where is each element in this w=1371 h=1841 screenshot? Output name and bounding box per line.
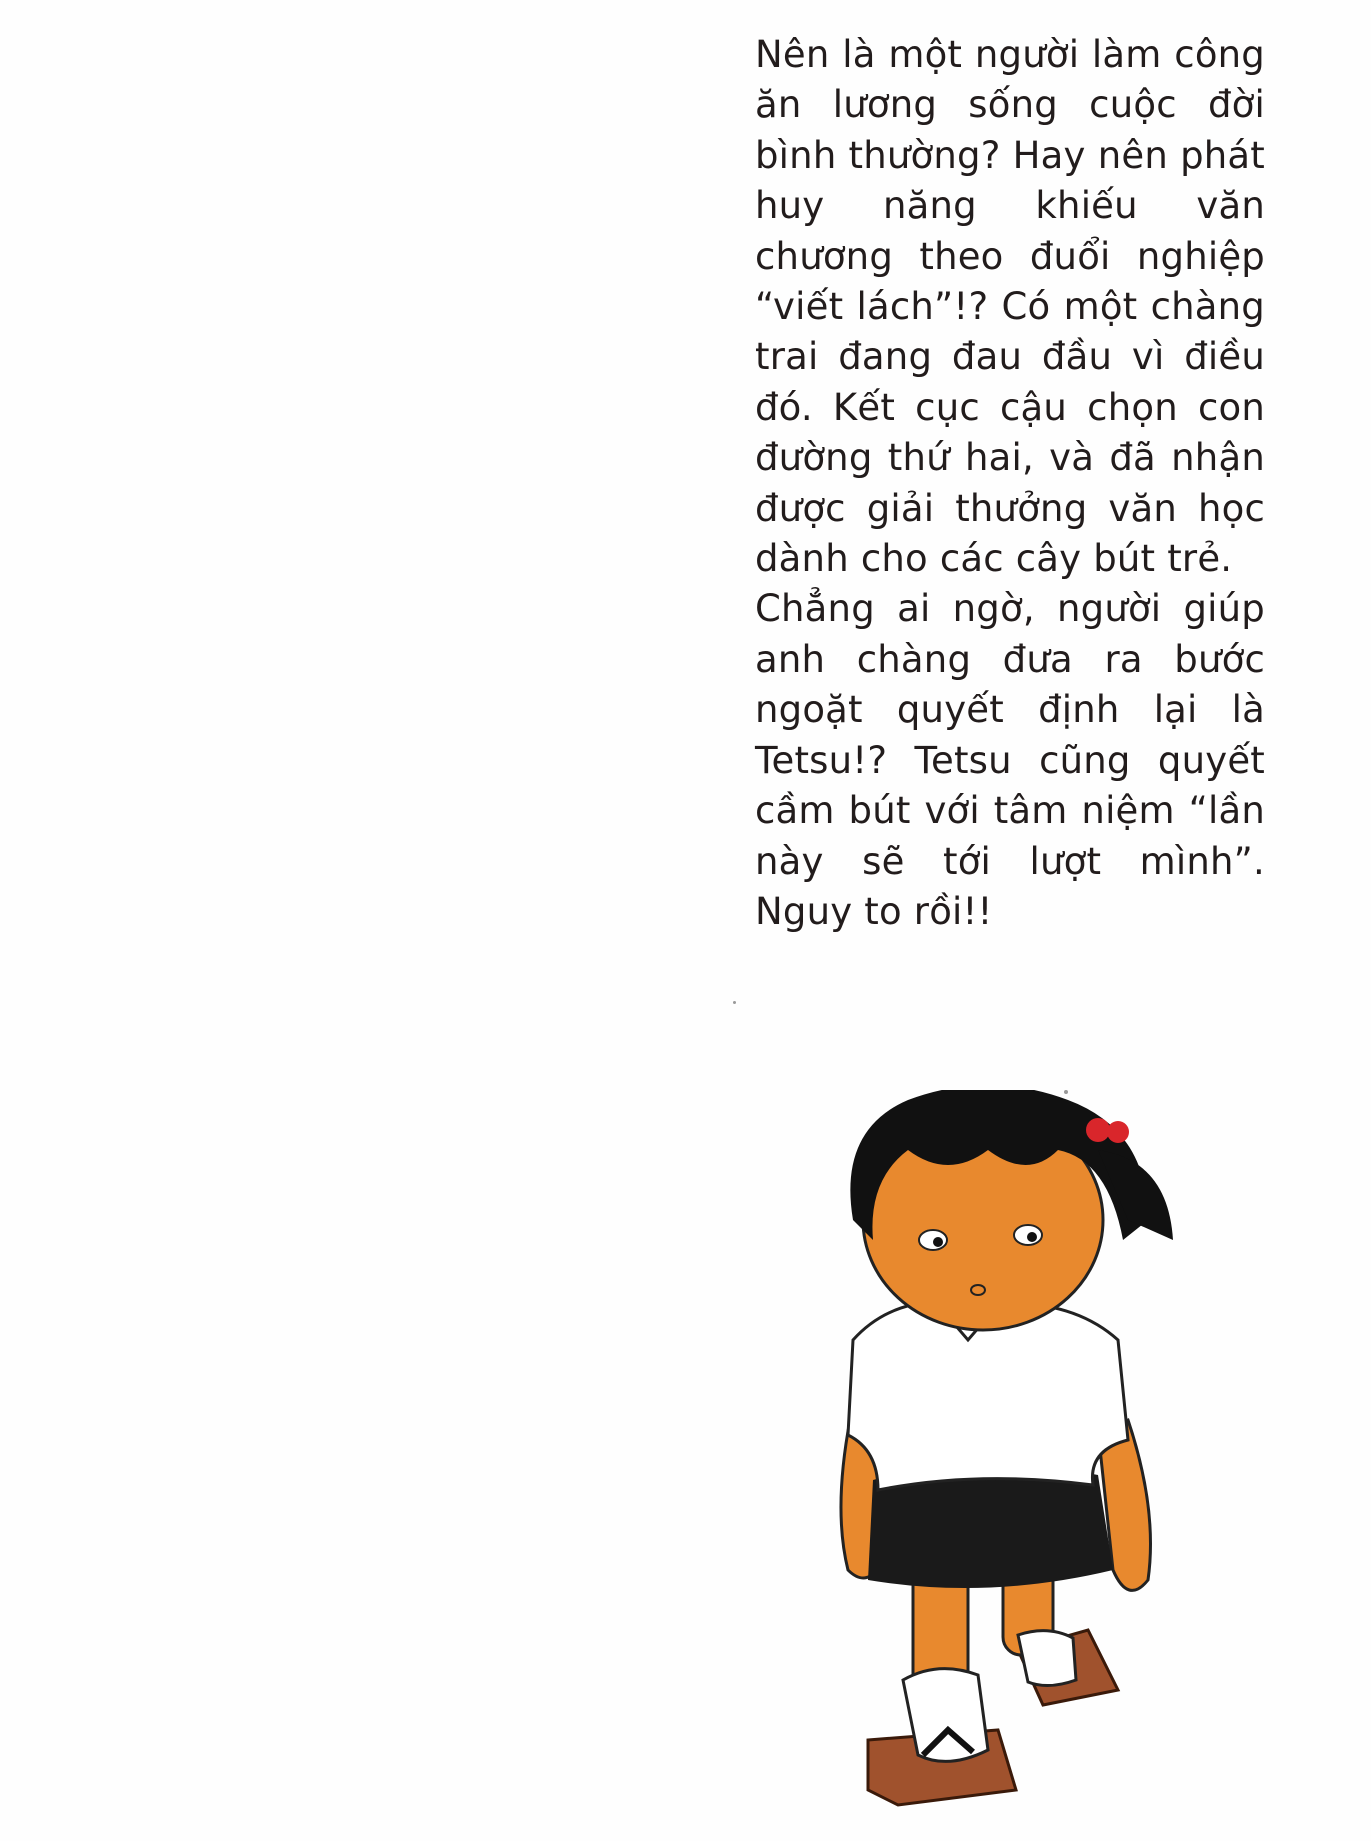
blurb-paragraph-2: Chẳng ai ngờ, người giúp anh chàng đưa ra bước ngoặt quyết định lại là Tetsu!? Tetsu cũng quyết cầm bút với tâm niệm “lần này sẽ tới lượt mình”. Nguy to rồi!! [755,587,1265,933]
head [850,1090,1173,1330]
hair-tie-icon [1086,1118,1110,1142]
back-cover-blurb [755,30,1265,937]
girl-in-geta-illustration [828,1090,1208,1810]
dust-speck [733,1001,736,1004]
blurb-paragraph-1: Nên là một người làm công ăn lương sống cuộc đời bình thường? Hay nên phát huy năng khiếu văn chương theo đuổi nghiệp “viết lách”!? Có một chàng trai đang đau đầu vì điều đó. Kết cục cậu chọn con đường thứ hai, và đã nhận được giải thưởng văn học dành cho các cây bút trẻ. [755,33,1265,581]
geta-sandal-icon [868,1630,1118,1805]
